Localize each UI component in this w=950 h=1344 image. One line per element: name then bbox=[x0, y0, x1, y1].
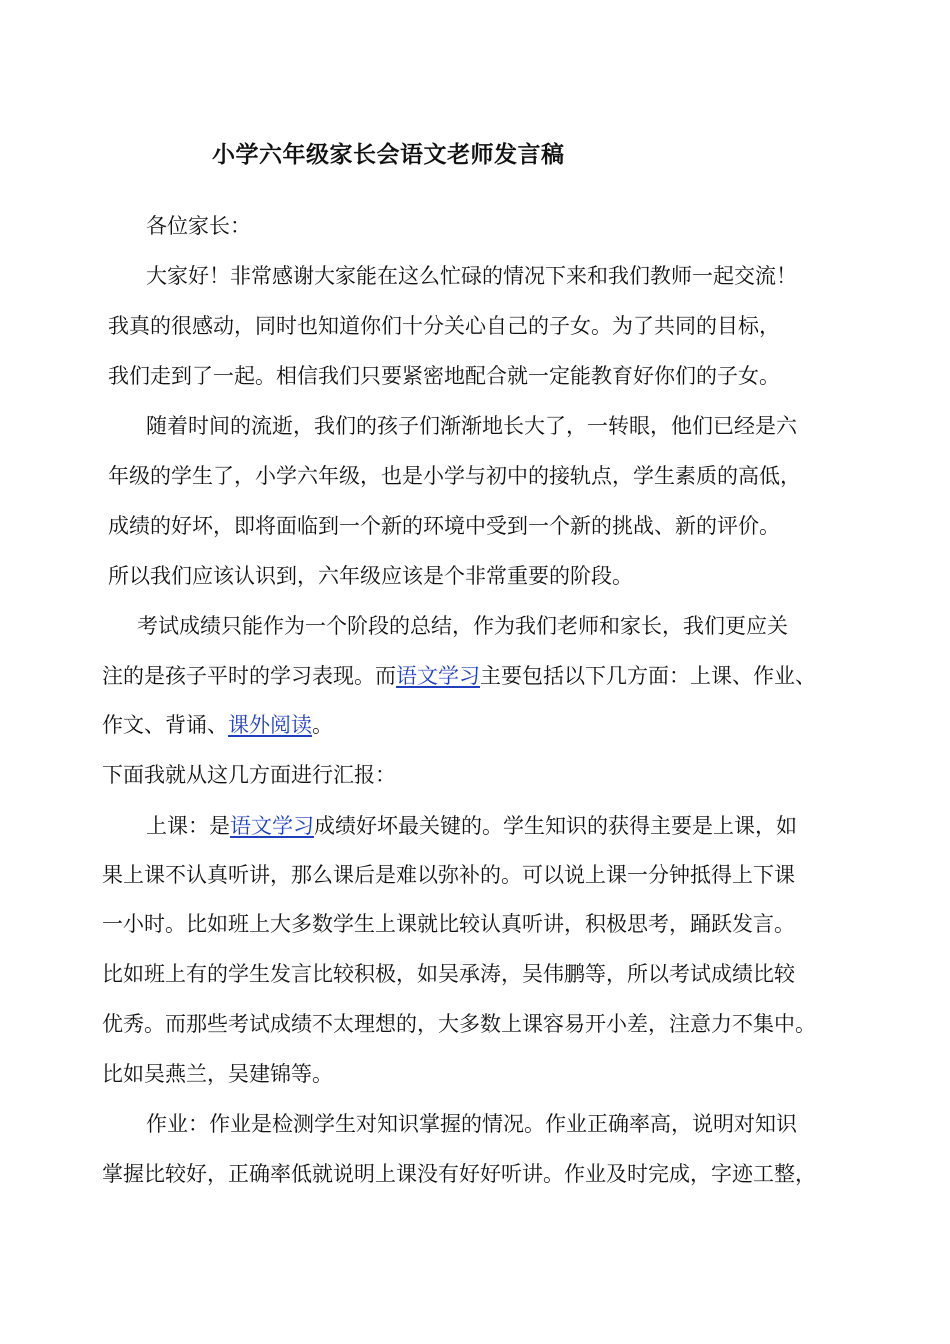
p5-line-5: 优秀。而那些考试成绩不太理想的，大多数上课容易开小差，注意力不集中。 bbox=[102, 1012, 816, 1036]
p1-line-3: 我们走到了一起。相信我们只要紧密地配合就一定能教育好你们的子女。 bbox=[108, 364, 780, 388]
p6-line-1: 作业：作业是检测学生对知识掌握的情况。作业正确率高，说明对知识 bbox=[146, 1112, 797, 1136]
p2-line-3: 成绩的好坏，即将面临到一个新的环境中受到一个新的挑战、新的评价。 bbox=[108, 514, 780, 538]
p1-line-2: 我真的很感动，同时也知道你们十分关心自己的子女。为了共同的目标， bbox=[108, 314, 780, 338]
link-extracurricular-reading[interactable]: 课外阅读 bbox=[228, 713, 312, 737]
p3-line-2 bbox=[102, 662, 816, 690]
p5-line-3: 一小时。比如班上大多数学生上课就比较认真听讲，积极思考，踊跃发言。 bbox=[102, 912, 795, 936]
p3-line-3 bbox=[102, 711, 333, 739]
p2-line-4: 所以我们应该认识到，六年级应该是个非常重要的阶段。 bbox=[108, 564, 633, 588]
p1-line-1: 大家好！非常感谢大家能在这么忙碌的情况下来和我们教师一起交流！ bbox=[146, 264, 797, 288]
p5-line-1-text-b: 成绩好坏最关键的。学生知识的获得主要是上课，如 bbox=[314, 814, 797, 838]
greeting: 各位家长： bbox=[146, 214, 251, 238]
p3-line-3-text-b: 。 bbox=[312, 713, 333, 737]
p3-line-1: 考试成绩只能作为一个阶段的总结，作为我们老师和家长，我们更应关 bbox=[137, 614, 788, 638]
link-chinese-study[interactable]: 语文学习 bbox=[396, 664, 480, 688]
p5-line-2: 果上课不认真听讲，那么课后是难以弥补的。可以说上课一分钟抵得上下课 bbox=[102, 863, 795, 887]
p2-line-2: 年级的学生了，小学六年级，也是小学与初中的接轨点，学生素质的高低， bbox=[108, 464, 801, 488]
link-chinese-study-2[interactable]: 语文学习 bbox=[230, 814, 314, 838]
p3-line-3-text-a: 作文、背诵、 bbox=[102, 713, 228, 737]
p2-line-1: 随着时间的流逝，我们的孩子们渐渐地长大了，一转眼，他们已经是六 bbox=[146, 414, 797, 438]
p5-line-4: 比如班上有的学生发言比较积极，如吴承涛，吴伟鹏等，所以考试成绩比较 bbox=[102, 962, 795, 986]
p3-line-2-text-b: 主要包括以下几方面：上课、作业、 bbox=[480, 664, 816, 688]
document-title: 小学六年级家长会语文老师发言稿 bbox=[212, 141, 565, 168]
p3-line-2-text-a: 注的是孩子平时的学习表现。而 bbox=[102, 664, 396, 688]
p6-line-2: 掌握比较好，正确率低就说明上课没有好好听讲。作业及时完成，字迹工整， bbox=[102, 1162, 816, 1186]
p5-line-1 bbox=[146, 812, 797, 840]
p5-line-6: 比如吴燕兰，吴建锦等。 bbox=[102, 1062, 333, 1086]
p4-line-1: 下面我就从这几方面进行汇报： bbox=[102, 763, 396, 787]
p5-line-1-text-a: 上课：是 bbox=[146, 814, 230, 838]
